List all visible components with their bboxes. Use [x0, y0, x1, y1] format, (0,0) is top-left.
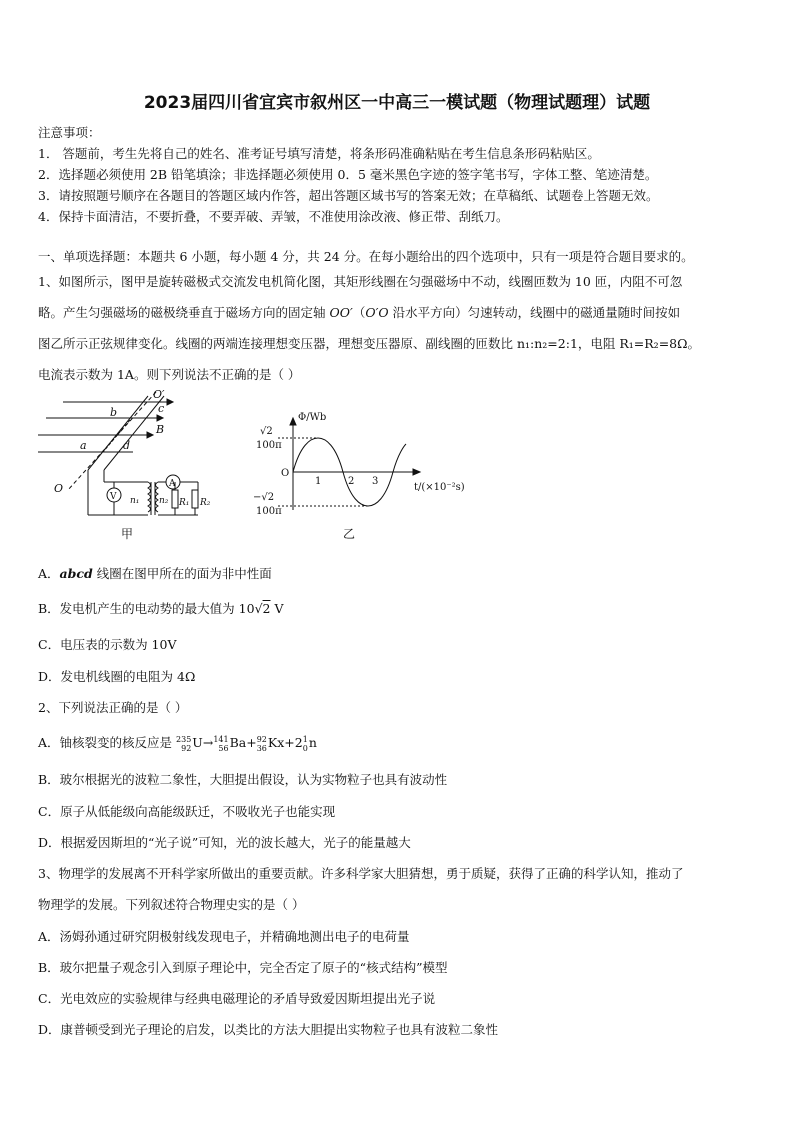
nuclide-symbol: n: [308, 735, 317, 750]
option-b[interactable]: B．发电机产生的电动势的最大值为 10√2 V: [38, 601, 284, 616]
label-voltmeter: V: [110, 492, 117, 502]
note-item: 3．请按照题号顺序在各题目的答题区域内作答，超出答题区域书写的答案无效；在草稿纸、试题卷上答题无效。: [38, 188, 659, 203]
notes-heading: 注意事项：: [38, 125, 101, 140]
label-a: a: [80, 439, 87, 452]
note-item: 4．保持卡面清洁，不要折叠，不要弄破、弄皱，不准使用涂改液、修正带、刮纸刀。: [38, 209, 509, 224]
question-1-stem: 1、如图所示，图甲是旋转磁极式交流发电机简化图，其矩形线圈在匀强磁场中不动，线圈匝数为 10 匝，内阻不可忽: [38, 274, 683, 289]
graph-tick: 2: [348, 476, 355, 487]
note-item: 2．选择题必须使用 2B 铅笔填涂；非选择题必须使用 0．5 毫米黑色字迹的签字笔书写，字体工整、笔迹清楚。: [38, 167, 658, 182]
graph-origin: O: [281, 468, 290, 479]
coil-label: abcd: [59, 566, 93, 581]
graph-bottom-num: −√2: [253, 492, 275, 503]
option-d[interactable]: D．康普顿受到光子理论的启发，以类比的方法大胆提出实物粒子也具有波粒二象性: [38, 1022, 499, 1037]
label-r2: R₂: [200, 498, 211, 508]
question-3-stem: 3、物理学的发展离不开科学家所做出的重要贡献。许多科学家大胆猜想，勇于质疑，获得了正确的科学认知，推动了: [38, 866, 684, 881]
option-c[interactable]: C．光电效应的实验规律与经典电磁理论的矛盾导致爱因斯坦提出光子说: [38, 991, 436, 1006]
axis-symbol: O′O: [365, 305, 389, 320]
label-n2: n₂: [159, 496, 169, 506]
option-text: A．铀核裂变的核反应是: [38, 735, 173, 750]
label-r1: R₁: [179, 498, 190, 508]
figure-label-right: 乙: [343, 527, 356, 541]
stem-text: 沿水平方向）匀速转动，线圈中的磁通量随时间按如: [388, 305, 681, 320]
label-n1: n₁: [130, 496, 140, 506]
nuclide-u: 235 92: [176, 734, 192, 753]
nuclide-ba: 141 56: [213, 734, 229, 753]
option-b[interactable]: B．玻尔根据光的波粒二象性，大胆提出假设，认为实物粒子也具有波动性: [38, 772, 448, 787]
question-3-stem: 物理学的发展。下列叙述符合物理史实的是（ ）: [38, 897, 305, 912]
graph-top-num: √2: [260, 426, 273, 437]
label-b: b: [110, 406, 118, 419]
axis-symbol: OO′: [329, 305, 353, 320]
nuclide-kr: 92 36: [256, 734, 267, 753]
option-text: 线圈在图甲所在的面为非中性面: [92, 566, 272, 581]
label-o: O: [54, 482, 64, 495]
question-1-figure: [38, 390, 498, 550]
label-B: B: [156, 423, 165, 436]
option-a[interactable]: A．汤姆孙通过研究阴极射线发现电子，并精确地测出电子的电荷量: [38, 929, 410, 944]
option-letter: A．: [38, 566, 60, 581]
nuclide-symbol: U→: [192, 735, 214, 750]
graph-tick: 1: [315, 476, 322, 487]
option-text: B．发电机产生的电动势的最大值为 10: [38, 601, 255, 616]
question-1-stem: [38, 303, 680, 321]
graph-xlabel: t/(×10⁻²s): [414, 482, 465, 493]
graph-bottom-den: 100π: [256, 506, 282, 517]
stem-text: （: [352, 305, 366, 320]
label-ammeter: A: [169, 479, 176, 489]
option-a[interactable]: [38, 733, 317, 753]
note-item: 1． 答题前，考生先将自己的姓名、准考证号填写清楚，将条形码准确粘贴在考生信息条形码粘贴区。: [38, 146, 600, 161]
nuclide-n: 1 0: [302, 734, 308, 753]
label-d: d: [123, 439, 131, 452]
label-o-prime: O′: [153, 390, 165, 401]
option-a[interactable]: [38, 564, 272, 582]
option-d[interactable]: D．发电机线圈的电阻为 4Ω: [38, 669, 196, 684]
graph-tick: 3: [372, 476, 379, 487]
figure-label-left: 甲: [121, 527, 134, 541]
option-unit: V: [270, 601, 284, 616]
stem-text: 略。产生匀强磁场的磁极绕垂直于磁场方向的固定轴: [38, 305, 330, 320]
option-c[interactable]: C．原子从低能级向高能级跃迁，不吸收光子也能实现: [38, 804, 336, 819]
question-1-stem: 电流表示数为 1A。则下列说法不正确的是（ ）: [38, 367, 301, 382]
graph-top-den: 100π: [256, 440, 282, 451]
nuclide-symbol: Kx+2: [267, 735, 303, 750]
graph-ylabel: Φ/Wb: [298, 412, 327, 423]
option-c[interactable]: C．电压表的示数为 10V: [38, 637, 177, 652]
option-b[interactable]: B．玻尔把量子观念引入到原子理论中，完全否定了原子的“核式结构”模型: [38, 960, 448, 975]
label-c: c: [158, 402, 165, 415]
section-heading: 一、单项选择题：本题共 6 小题，每小题 4 分，共 24 分。在每小题给出的四个选项中，只有一项是符合题目要求的。: [38, 249, 694, 264]
option-d[interactable]: D．根据爱因斯坦的“光子说”可知，光的波长越大，光子的能量越大: [38, 835, 411, 850]
question-2-stem: 2、下列说法正确的是（ ）: [38, 700, 188, 715]
page-title: 2023届四川省宜宾市叙州区一中高三一模试题（物理试题理）试题: [143, 93, 651, 113]
nuclide-symbol: Ba+: [229, 735, 257, 750]
question-1-stem: 图乙所示正弦规律变化。线圈的两端连接理想变压器，理想变压器原、副线圈的匝数比 n₁:n₂=2:1，电阻 R₁=R₂=8Ω。: [38, 336, 700, 351]
radicand: 2: [262, 601, 271, 616]
